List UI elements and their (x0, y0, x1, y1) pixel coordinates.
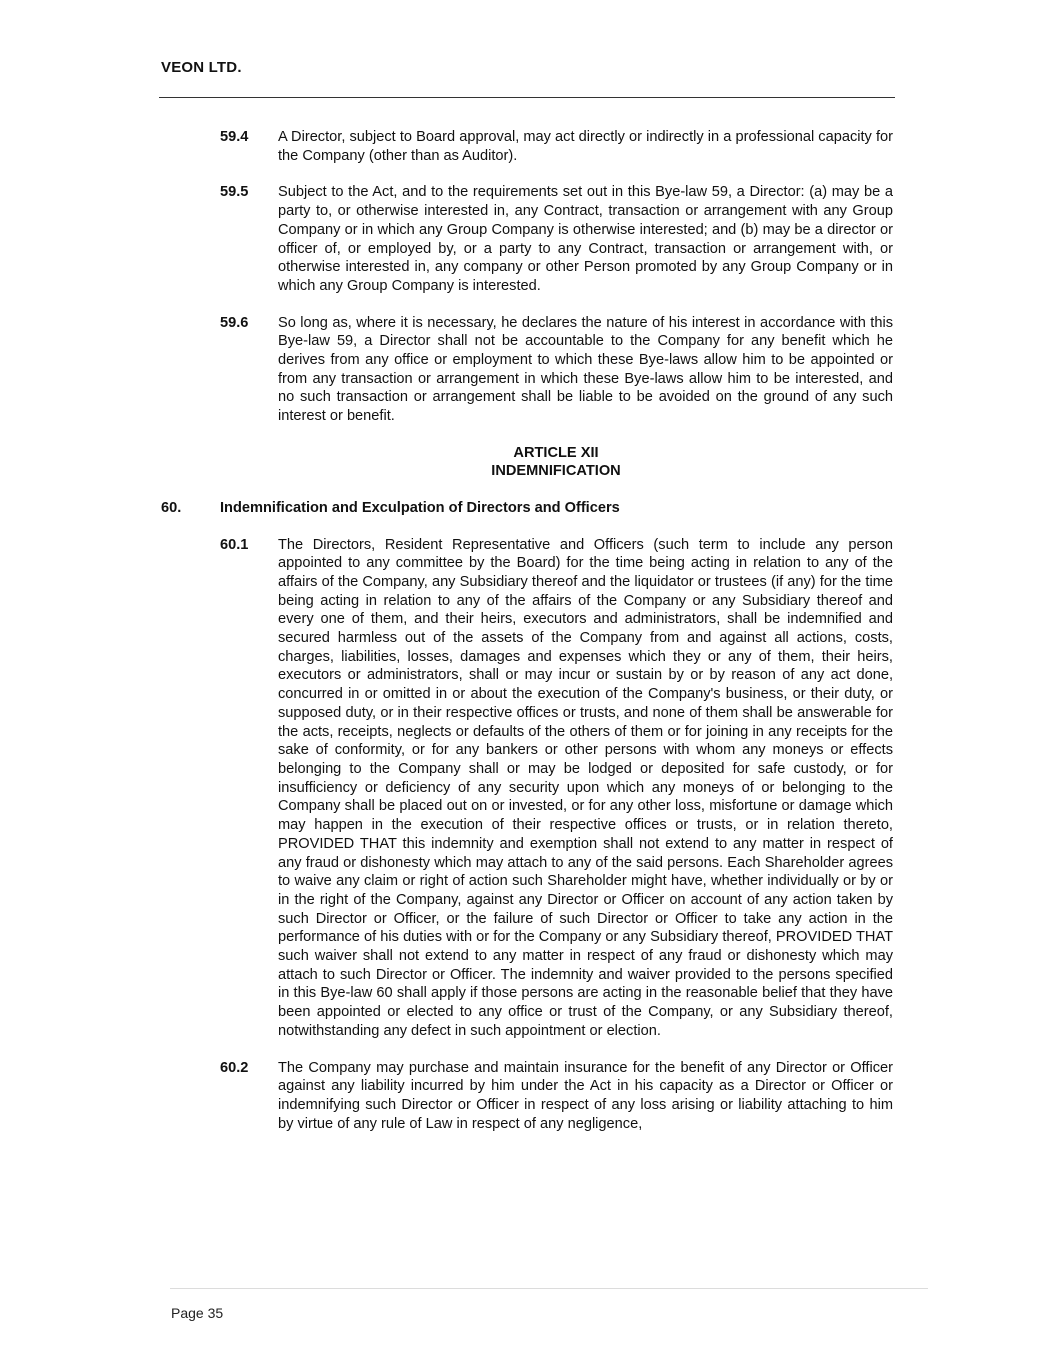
clause-59-4 (161, 128, 893, 165)
clause-text: The Directors, Resident Representative and Officers (such term to include any person appointed to any committee by the Board) for the time being acting in relation to any of the affairs of the Company, any Subsidiary thereof and the liquidator or trustees (if any) for the time being acting in relation to any of the affairs of the Company or any Subsidiary thereof and every one of them, and their heirs, executors and administrators, shall be indemnified and secured harmless out of the assets of the Company from and against all actions, costs, charges, liabilities, losses, damages and expenses which they or any of them, their heirs, executors or administrators, shall or may incur or sustain by or by reason of any act done, concurred in or omitted in or about the execution of the Company's business, or their duty, or supposed duty, or in their respective offices or trusts, and none of them shall be answerable for the acts, receipts, neglects or defaults of the others of them or for joining in any receipts for the sake of conformity, or for any bankers or other persons with whom any moneys or effects belonging to the Company shall or may be lodged or deposited for safe custody, or for insufficiency or deficiency of any security upon which any moneys of or belonging to the Company shall be placed out on or invested, or for any other loss, misfortune or damage which may happen in the execution of their respective offices or trusts, or in relation thereto, PROVIDED THAT this indemnity and exemption shall not extend to any matter in respect of any fraud or dishonesty which may attach to any of the said persons. Each Shareholder agrees to waive any claim or right of action such Shareholder might have, whether individually or by or in the right of the Company, against any Director or Officer on account of any action taken by such Director or Officer, or the failure of such Director or Officer to take any action in the performance of his duties with or for the Company or any Subsidiary thereof, PROVIDED THAT such waiver shall not extend to any matter in respect of any fraud or dishonesty which may attach to such Director or Officer. The indemnity and waiver provided to the persons specified in this Bye-law 60 shall apply if those persons are acting in the reasonable belief that they have been appointed or elected to any office or trust of the Company, or any Subsidiary thereof, notwithstanding any defect in such appointment or election. (278, 536, 893, 1039)
section-number: 60. (161, 499, 182, 516)
clause-60-1 (161, 536, 893, 1041)
clause-number: 59.4 (220, 129, 249, 145)
clause-number: 59.5 (220, 184, 249, 201)
article-title: INDEMNIFICATION (491, 463, 621, 480)
clause-text: Subject to the Act, and to the requirements set out in this Bye-law 59, a Director: (a) may be a party to, or otherwise interested in, any Contract, transaction or arrangement with any Group Company or in which any Group Company is otherwise interested; and (b) may be a director or officer of, or employed by, or a party to any Contract, transaction or arrangement with, or otherwise interested in, any company or other Person promoted by any Group Company or in which any Group Company is interested. (278, 184, 893, 294)
clause-number: 60.1 (220, 536, 249, 553)
clause-number: 59.6 (220, 314, 249, 331)
section-title: Indemnification and Exculpation of Directors and Officers (220, 499, 620, 516)
article-heading (161, 444, 893, 481)
document-body (161, 128, 893, 1151)
clause-text: The Company may purchase and maintain insurance for the benefit of any Director or Officer against any liability incurred by him under the Act in his capacity as a Director or Officer or indemnifying such Director or Officer in respect of any loss arising or liability attaching to him by virtue of any rule of Law in respect of any negligence, (278, 1059, 893, 1132)
company-header: VEON LTD. (161, 59, 242, 76)
clause-text: A Director, subject to Board approval, may act directly or indirectly in a professional capacity for the Company (other than as Auditor). (278, 129, 893, 164)
clause-number: 60.2 (220, 1059, 249, 1076)
page-number: Page 35 (171, 1305, 224, 1321)
clause-60-2 (161, 1059, 893, 1134)
header-divider (159, 97, 895, 98)
footer-divider (170, 1288, 928, 1289)
clause-text: So long as, where it is necessary, he declares the nature of his interest in accordance with this Bye-law 59, a Director shall not be accountable to the Company for any benefit which he derives from any office or employment to which these Bye-laws allow him to be appointed or from any transaction or arrangement in which these Bye-laws allow him to be interested, and no such transaction or arrangement shall be liable to be avoided on the ground of any such interest or benefit. (278, 314, 893, 425)
clause-59-5 (161, 183, 893, 295)
article-number: ARTICLE XII (513, 444, 599, 461)
section-heading (161, 499, 893, 518)
clause-59-6 (161, 314, 893, 426)
